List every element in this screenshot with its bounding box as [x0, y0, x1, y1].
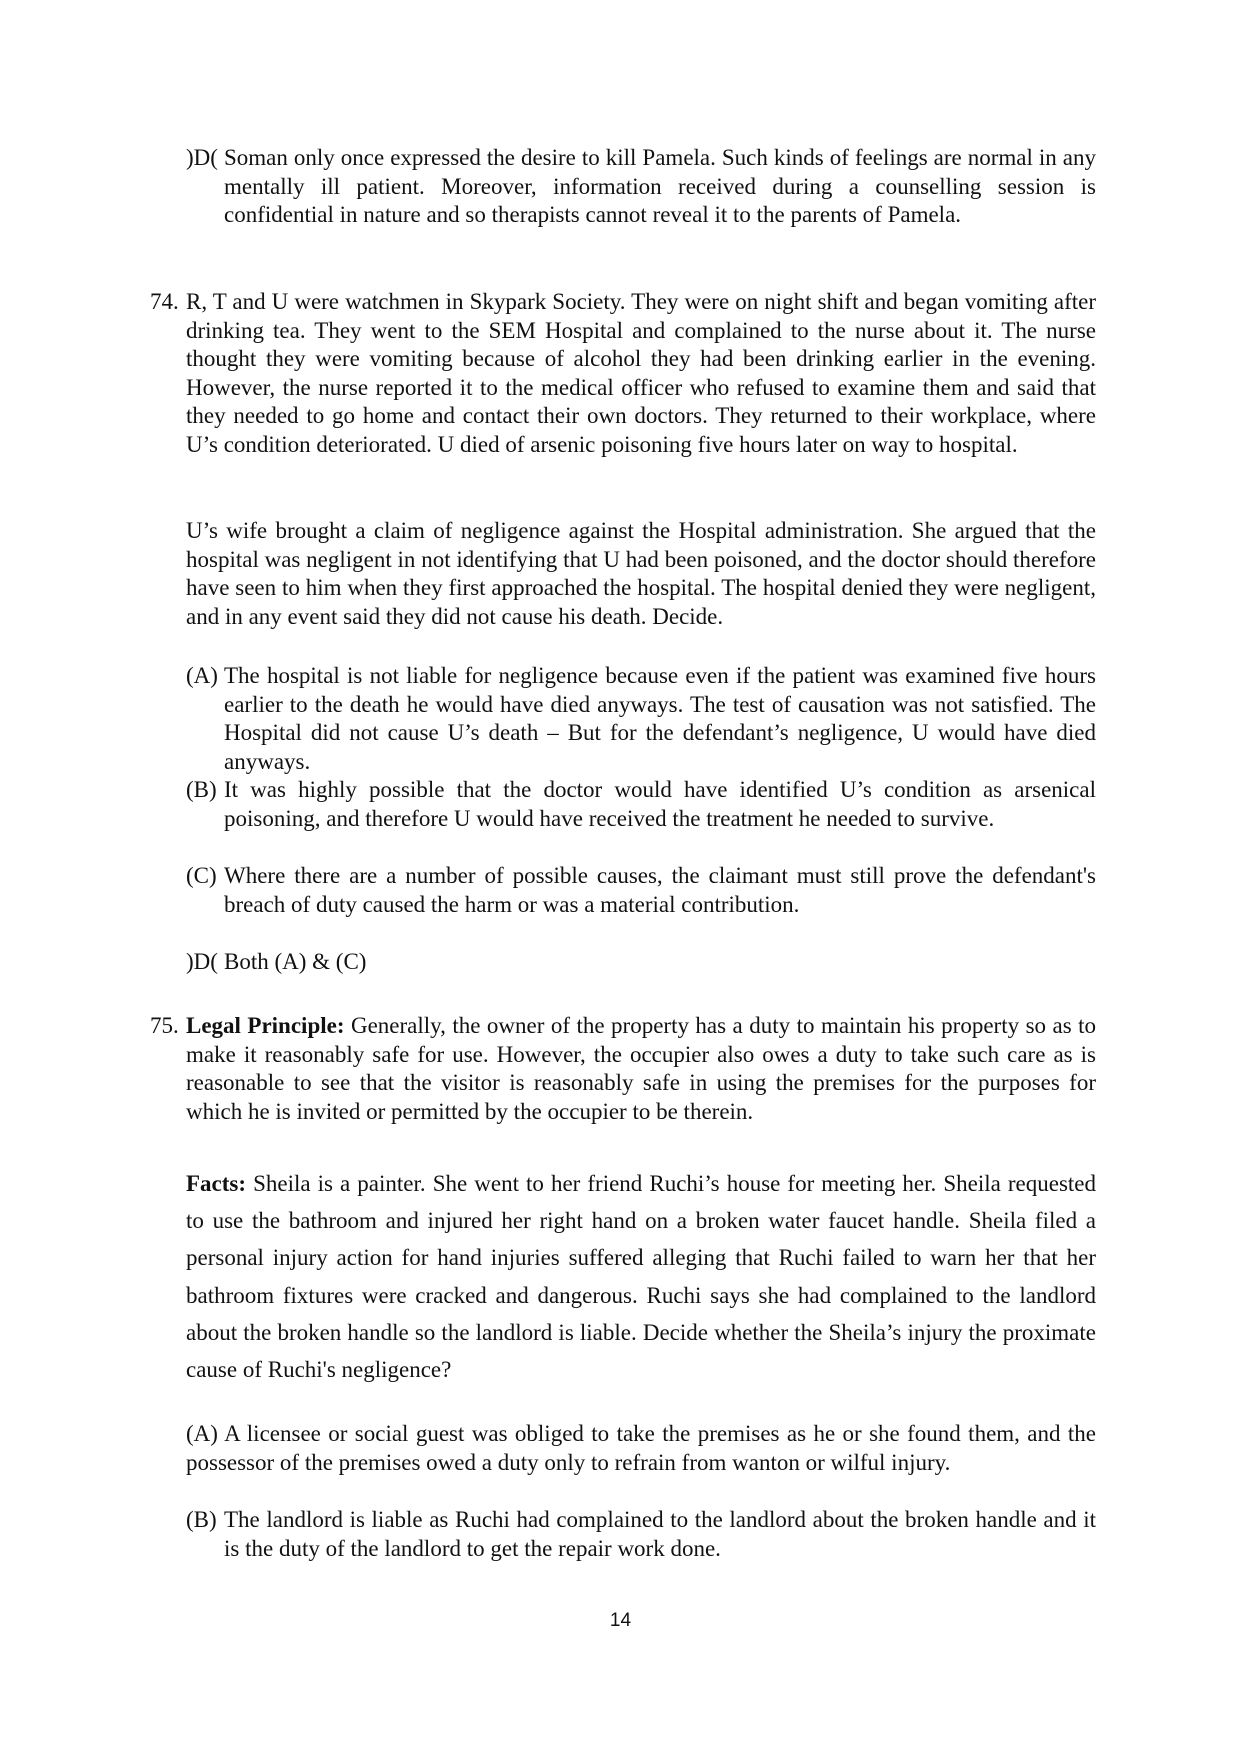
q75-option-b: [186, 1506, 1096, 1563]
facts-label: Facts:: [186, 1171, 247, 1196]
question-facts: R, T and U were watchmen in Skypark Society. They were on night shift and began vomiting after drinking tea. They went to the SEM Hospital and complained to the nurse about it. The nurse thought they were vomiting because of alcohol they had been drinking earlier in the evening. However, the nurse reported it to the medical officer who refused to examine them and said that they needed to go home and contact their own doctors. They returned to their workplace, where U’s condition deteriorated. U died of arsenic poisoning five hours later on way to hospital.: [186, 289, 1096, 457]
q75-option-a: [186, 1420, 1096, 1477]
option-text: Soman only once expressed the desire to kill Pamela. Such kinds of feelings are normal in any mentally ill patient. Moreover, information received during a counselling session is confidential in nature and so therapists cannot reveal it to the parents of Pamela.: [224, 145, 1096, 228]
option-text: Where there are a number of possible causes, the claimant must still prove the defendant's breach of duty caused the harm or was a material contribution.: [224, 863, 1096, 917]
q74-option-a: [186, 662, 1096, 776]
option-label: (C): [186, 863, 217, 888]
question-75: [150, 1012, 1096, 1126]
option-label: )D(: [186, 145, 218, 170]
option-label: (B): [186, 777, 217, 802]
option-label: (B): [186, 1507, 217, 1532]
q74-option-c: [186, 862, 1096, 919]
option-text: The landlord is liable as Ruchi had complained to the landlord about the broken handle and it is the duty of the landlord to get the repair work done.: [224, 1507, 1096, 1561]
option-text: The hospital is not liable for negligence because even if the patient was examined five hours earlier to the death he would have died anyways. The test of causation was not satisfied. The Hospital did not cause U’s death – But for the defendant’s negligence, U would have died anyways.: [224, 663, 1096, 774]
legal-principle-text: Generally, the owner of the property has a duty to maintain his property so as to make it reasonably safe for use. However, the occupier also owes a duty to take such care as is reasonable to see that the visitor is reasonably safe in using the premises for the purposes for which he is invited or permitted by the occupier to be therein.: [186, 1013, 1096, 1124]
facts-text: Sheila is a painter. She went to her friend Ruchi’s house for meeting her. Sheila requested to use the bathroom and injured her right hand on a broken water faucet handle. Sheila filed a personal injury action for hand injuries suffered alleging that Ruchi failed to warn her that her bathroom fixtures were cracked and dangerous. Ruchi says she had complained to the landlord about the broken handle so the landlord is liable. Decide whether the Sheila’s injury the proximate cause of Ruchi's negligence?: [186, 1171, 1096, 1383]
option-text: It was highly possible that the doctor would have identified U’s condition as arsenical poisoning, and therefore U would have received the treatment he needed to survive.: [224, 777, 1096, 831]
q74-option-d: [186, 948, 1096, 977]
question-75-facts: [186, 1165, 1096, 1388]
page-number: 14: [609, 1610, 632, 1631]
q74-option-b: [186, 776, 1096, 833]
option-label: )D(: [186, 949, 218, 974]
question-number: 75.: [150, 1013, 179, 1038]
question-number: 74.: [150, 289, 179, 314]
option-label: (A): [186, 1421, 218, 1446]
option-text: A licensee or social guest was obliged to take the premises as he or she found them, and the possessor of the premises owed a duty only to refrain from wanton or wilful injury.: [186, 1421, 1096, 1475]
q73-option-d: [186, 144, 1096, 230]
question-74: [150, 288, 1096, 460]
option-label: (A): [186, 663, 218, 688]
legal-principle-label: Legal Principle:: [186, 1013, 345, 1038]
option-text: Both (A) & (C): [224, 949, 367, 974]
question-74-claim: U’s wife brought a claim of negligence against the Hospital administration. She argued that the hospital was negligent in not identifying that U had been poisoned, and the doctor should therefore have seen to him when they first approached the hospital. The hospital denied they were negligent, and in any event said they did not cause his death. Decide.: [186, 518, 1096, 629]
